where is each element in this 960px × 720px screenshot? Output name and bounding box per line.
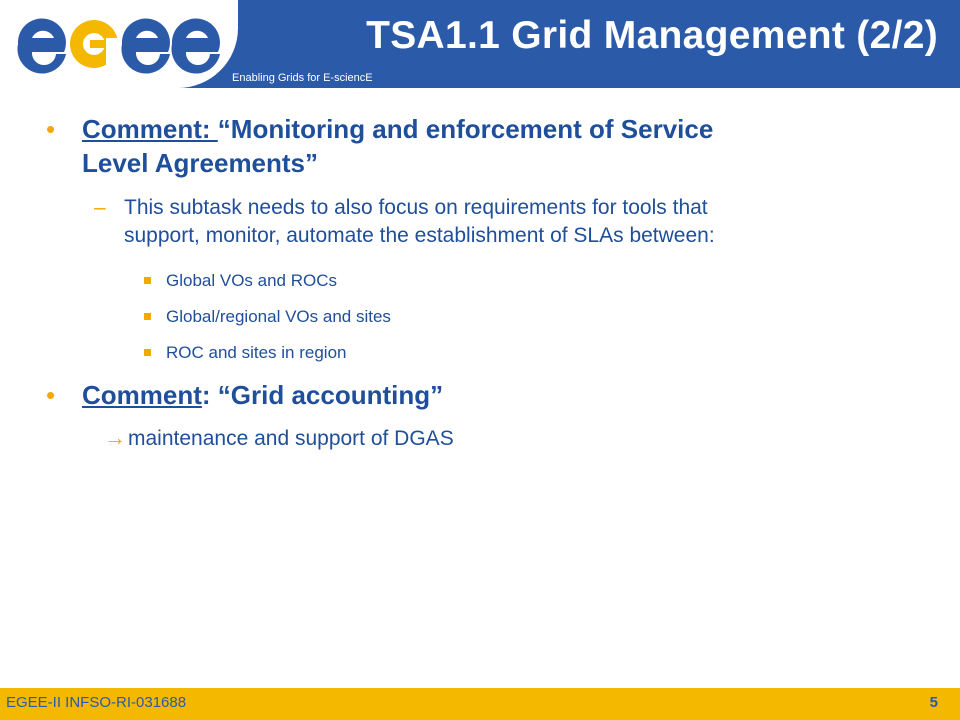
sub-bullet-1-line1: This subtask needs to also focus on requirements for tools that: [124, 196, 708, 219]
sub-bullet-1: [94, 194, 924, 250]
page-title: TSA1.1 Grid Management (2/2): [366, 14, 938, 57]
sub-bullet-1-line2: support, monitor, automate the establishment of SLAs between:: [124, 224, 715, 247]
list-item-text: Global/regional VOs and sites: [166, 307, 391, 326]
page-number: 5: [929, 694, 938, 711]
square-bullet-icon: [144, 313, 151, 320]
bullet-dot-icon: •: [46, 380, 56, 410]
list-item: [166, 306, 391, 328]
list-item: [166, 270, 337, 292]
list-item-text: Global VOs and ROCs: [166, 271, 338, 290]
bullet-2-label: Comment: [82, 380, 202, 410]
square-bullet-icon: [144, 277, 151, 284]
tagline: Enabling Grids for E-sciencE: [232, 72, 373, 84]
arrow-item-text: maintenance and support of DGAS: [128, 427, 454, 450]
bullet-2: [46, 378, 902, 412]
bullet-2-text: : “Grid accounting”: [201, 380, 444, 410]
bullet-1-label: Comment:: [82, 114, 218, 144]
list-item: [166, 342, 346, 364]
arrow-item: [104, 424, 454, 453]
square-bullet-icon: [144, 349, 151, 356]
list-item-text: ROC and sites in region: [166, 343, 347, 362]
bullet-1-text-line2: Level Agreements”: [82, 148, 319, 178]
bullet-dot-icon: •: [46, 114, 56, 144]
footer-project-id: EGEE-II INFSO-RI-031688: [6, 694, 187, 711]
bullet-1-text-line1: “Monitoring and enforcement of Service: [217, 114, 714, 144]
right-arrow-icon: →: [104, 425, 126, 450]
bullet-1: [46, 112, 902, 180]
dash-icon: –: [94, 196, 106, 219]
footer-bar: [0, 688, 960, 720]
